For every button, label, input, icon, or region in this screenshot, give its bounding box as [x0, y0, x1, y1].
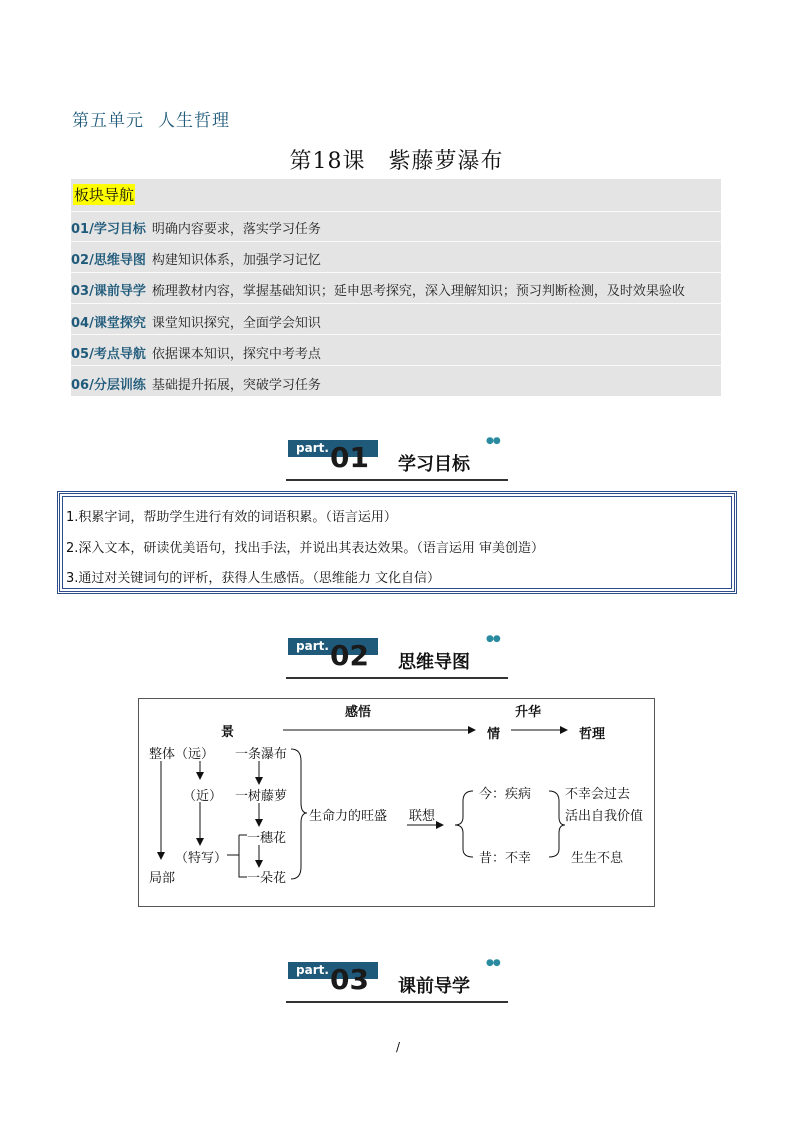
part-tag: part.: [288, 638, 378, 655]
node-yitiao: 一条瀑布: [235, 747, 288, 762]
nav-item: 06/分层训练 基础提升拓展，突破学习任务: [71, 378, 321, 393]
node-xi-buxing: 昔：不幸: [479, 851, 532, 866]
part-01-header: [286, 438, 508, 482]
nav-item: 02/思维导图 构建知识体系，加强学习记忆: [71, 253, 321, 268]
part-title: 学习目标: [398, 454, 470, 475]
node-lianxiang: 联想: [409, 809, 436, 824]
part-03-header: [286, 960, 508, 1004]
unit-theme: 人生哲理: [158, 111, 230, 131]
nav-item: 01/学习目标 明确内容要求，落实学习任务: [71, 222, 321, 237]
drops-icon: ●●: [486, 436, 500, 446]
node-jin: （近）: [183, 789, 223, 804]
part-number: 01: [330, 441, 369, 474]
part-number: 03: [330, 963, 369, 996]
part-02-header: [286, 636, 508, 680]
node-jing: 景: [221, 725, 235, 740]
node-shengsheng: 生生不息: [571, 851, 624, 866]
node-qing: 情: [487, 727, 501, 742]
drops-icon: ●●: [486, 634, 500, 644]
learning-goals-box: [57, 491, 737, 594]
node-yiduo: 一朵花: [247, 871, 287, 886]
node-zhengti: 整体（远）: [149, 747, 215, 762]
label-shenghua: 升华: [515, 705, 542, 720]
lesson-title: 第18课 紫藤萝瀑布: [289, 149, 504, 174]
part-title: 思维导图: [398, 652, 470, 673]
node-jin-jibing: 今：疾病: [479, 787, 532, 802]
nav-item: 03/课前导学 梳理教材内容，掌握基础知识；延申思考探究，深入理解知识；预习判断检测，及时效果验收: [71, 284, 685, 299]
part-tag: part.: [288, 440, 378, 457]
node-buxing: 不幸会过去: [565, 787, 631, 802]
unit-number: 第五单元: [72, 111, 144, 131]
goal-item: 3.通过对关键词句的评析，获得人生感悟。（思维能力 文化自信）: [66, 571, 441, 586]
page-number: /: [396, 1040, 401, 1054]
mind-map: [138, 698, 655, 907]
label-ganwu: 感悟: [345, 705, 372, 720]
node-texie: （特写）: [175, 851, 228, 866]
nav-item: 04/课堂探究 课堂知识探究，全面学会知识: [71, 316, 321, 331]
part-number: 02: [330, 639, 369, 672]
node-shengmingli: 生命力的旺盛: [309, 809, 388, 824]
node-jubu: 局部: [149, 871, 176, 886]
part-tag: part.: [288, 962, 378, 979]
node-yisui: 一穗花: [247, 831, 287, 846]
goal-item: 2.深入文本，研读优美语句，找出手法，并说出其表达效果。（语言运用 审美创造）: [66, 541, 545, 556]
node-zheli: 哲理: [579, 727, 606, 742]
drops-icon: ●●: [486, 958, 500, 968]
node-yishu: 一树藤萝: [235, 789, 288, 804]
node-huochu: 活出自我价值: [565, 809, 644, 824]
goal-item: 1.积累字词，帮助学生进行有效的词语积累。（语言运用）: [66, 510, 397, 525]
unit-header: [72, 106, 244, 131]
nav-title: 板块导航: [74, 186, 135, 204]
nav-item: 05/考点导航 依据课本知识，探究中考考点: [71, 347, 321, 362]
part-title: 课前导学: [398, 976, 470, 997]
module-nav: [71, 179, 721, 396]
